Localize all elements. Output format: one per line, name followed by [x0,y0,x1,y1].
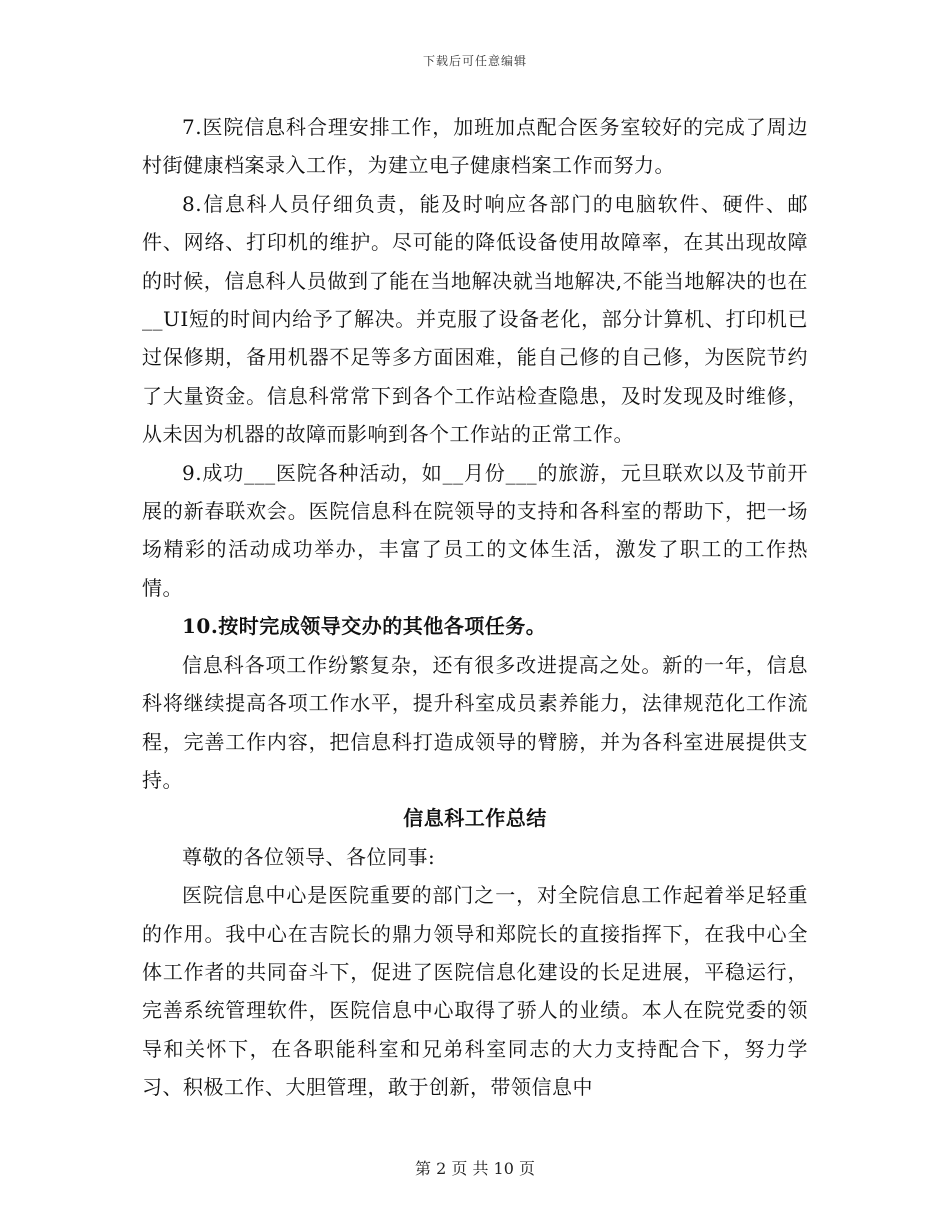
paragraph-item-10: 10.按时完成领导交办的其他各项任务。 [182,614,547,639]
greeting-paragraph: 尊敬的各位领导、各位同事: [182,844,436,869]
document-body [142,108,808,1107]
summary-paragraph: 信息科各项工作纷繁复杂，还有很多改进提高之处。新的一年，信息科将继续提高各项工作水平，提升科室成员素养能力，法律规范化工作流程，完善工作内容，把信息科打造成领导的臂膀，并为各科室进展提供支持。 [142,652,808,792]
page-header: 下载后可任意编辑 [422,54,527,68]
paragraph-item-7: 7.医院信息科合理安排工作，加班加点配合医务室较好的完成了周边村街健康档案录入工作，为建立电子健康档案工作而努力。 [142,115,808,178]
page-number-footer: 第 2 页 共 10 页 [415,1159,535,1178]
paragraph-item-9: 9.成功___医院各种活动，如__月份___的旅游，元旦联欢以及节前开展的新春联欢会。医院信息科在院领导的支持和各科室的帮助下，把一场场精彩的活动成功举办，丰富了员工的文体生活，激发了职工的工作热情。 [142,460,808,600]
section-title: 信息科工作总结 [403,806,547,831]
intro-paragraph: 医院信息中心是医院重要的部门之一，对全院信息工作起着举足轻重的作用。我中心在吉院长的鼎力领导和郑院长的直接指挥下，在我中心全体工作者的共同奋斗下，促进了医院信息化建设的长足进展，平稳运行，完善系统管理软件，医院信息中心取得了骄人的业绩。本人在院党委的领导和关怀下，在各职能科室和兄弟科室同志的大力支持配合下，努力学习、积极工作、大胆管理，敢于创新，带领信息中 [142,883,808,1100]
paragraph-item-8: 8.信息科人员仔细负责，能及时响应各部门的电脑软件、硬件、邮件、网络、打印机的维护。尽可能的降低设备使用故障率，在其出现故障的时候，信息科人员做到了能在当地解决就当地解决,不能当地解决的也在__UI短的时间内给予了解决。并克服了设备老化，部分计算机、打印机已过保修期，备用机器不足等多方面困难，能自己修的自己修，为医院节约了大量资金。信息科常常下到各个工作站检查隐患，及时发现及时维修，从未因为机器的故障而影响到各个工作站的正常工作。 [142,191,808,447]
